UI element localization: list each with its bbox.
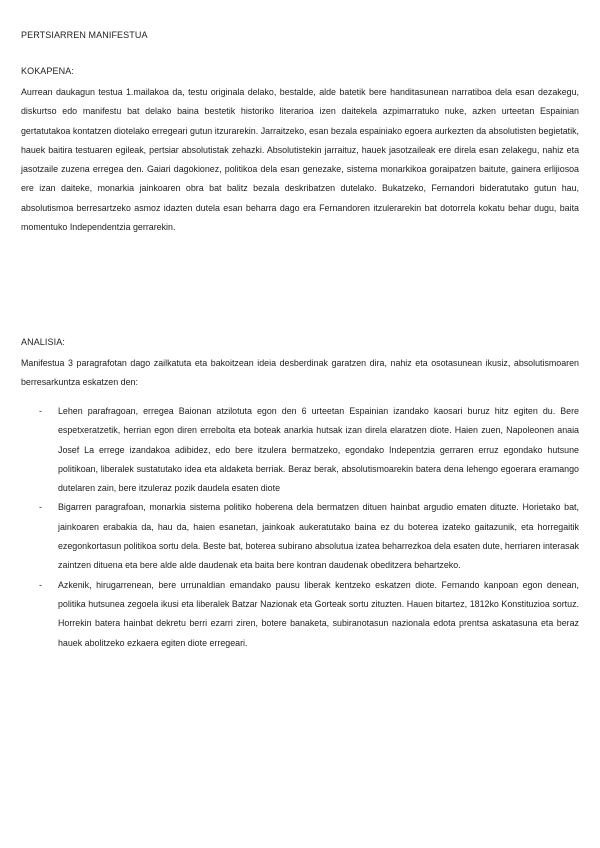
bullet-text: Bigarren paragrafoan, monarkia sistema politiko hoberena dela bermatzen dituen hainbat argudio ematen dituzte. Horietako bat, jainkoaren erabakia da, hau da, haien esanetan, jainkoak aukeratutako baina ez du boterea izateko gaitazunik, eta horregaitik ezegonkortasun politikoa sortu dela. Beste bat, boterea subirano absolutua izatea beharrezkoa dela esaten dute, herriaren interasak zaintzen dituena eta bere alde alde daudenak eta baita bere kontran daudenak obeditzera behartzeko. — [58, 502, 579, 571]
bullet-marker: - — [39, 502, 42, 513]
bullet-text: Azkenik, hirugarrenean, bere urrunaldian emandako pausu liberak kentzeko eskatzen diote. Fernando kanpoan egon denean, politika hutsunea zegoela ikusi eta liberalek Batzar Nazionak eta Gorteak sortu zituzten. Hauen bitartez, 1812ko Konstituzioa sortuz. Horrekin batera hainbat dekretu berri ezarri ziren, botere banaketa, subiranotasun nazionala edota prentsa askatasuna eta beraz hauek abolitzeko ezkaera egiten diote erregeari. — [58, 579, 579, 648]
bullet-text: Lehen parafragoan, erregea Baionan atzilotuta egon den 6 urteetan Espainian izandako kaosari buruz hitz egiten du. Bere espetxeratzetik, herrian egon diren errebolta eta boteak anarkia hutsak izan direla elaratzen diote. Haien zuen, Napoleonen anaia Josef La errege izandakoa adibidez, edo bere itzulera bermatzeko, egondako Indepentzia gerraren erruz egondako hutsune politikoan, liberalek sustatutako idea eta aldaketa berriak. Beraz berak, absolutismoarekin batera dena lehengo egoerara eramango dutelaren zain, bere itzuleraz pozik daudela esaten diote — [58, 406, 579, 494]
bullet-marker: - — [39, 406, 42, 416]
kokapena-paragraph: Aurrean daukagun testua 1.mailakoa da, testu originala delako, bestalde, alde batetik bere handitasunean narratiboa dela esan dezakegu, diskurtso edo manifestu bat delako baina bestetik historiko literarioa izen daitekela azpimarratuko nuke, azken urteetan Espainian gertatutakoa kontatzen diotelako erregeari gutun itzurarekin. Jarraitzeko, esan bezala espainiako egoera aurkezten da absolutisten begietatik, hauek baitira testuaren egileak, pertsiar absolutistak zehazki. Absolutistekin jarraituz, hauek jasotzaileak ere direla esan zelakegu, nahiz eta jasotzaile zuzena erregea den. Gaiari dagokionez, politikoa dela esan genezake, sistema monarkikoa goraipatzen baitute, gainera erlijiosoa ere izan daiteke, monarkia jainkoaren obra bat balitz bezala deskribatzen dutelako. Bukatzeko, Fernandori bideratutako gutun hau, absolutismoa berresartzeko asmoz idazten dutela esan beharra dago era Fernandoren itzulerarekin bat dotorrela kokatu behar dugu, baita momentuko Independentzia gerrarekin. — [21, 87, 579, 233]
section-heading-analisia: ANALISIA: — [21, 337, 65, 347]
list-item — [0, 402, 600, 498]
bullet-marker: - — [39, 579, 42, 590]
analisia-intro-paragraph: Manifestua 3 paragrafotan dago zailkatuta eta bakoitzean ideia desberdinak garatzen dira, nahiz eta osotasunean ikusiz, absolutismoaren berresarkuntza eskatzen den: — [21, 358, 579, 388]
section-heading-kokapena: KOKAPENA: — [21, 66, 74, 76]
document-title: PERTSIARREN MANIFESTUA — [21, 30, 148, 40]
list-item — [0, 498, 600, 575]
list-item — [0, 576, 600, 653]
analisia-bullet-list — [0, 402, 600, 653]
